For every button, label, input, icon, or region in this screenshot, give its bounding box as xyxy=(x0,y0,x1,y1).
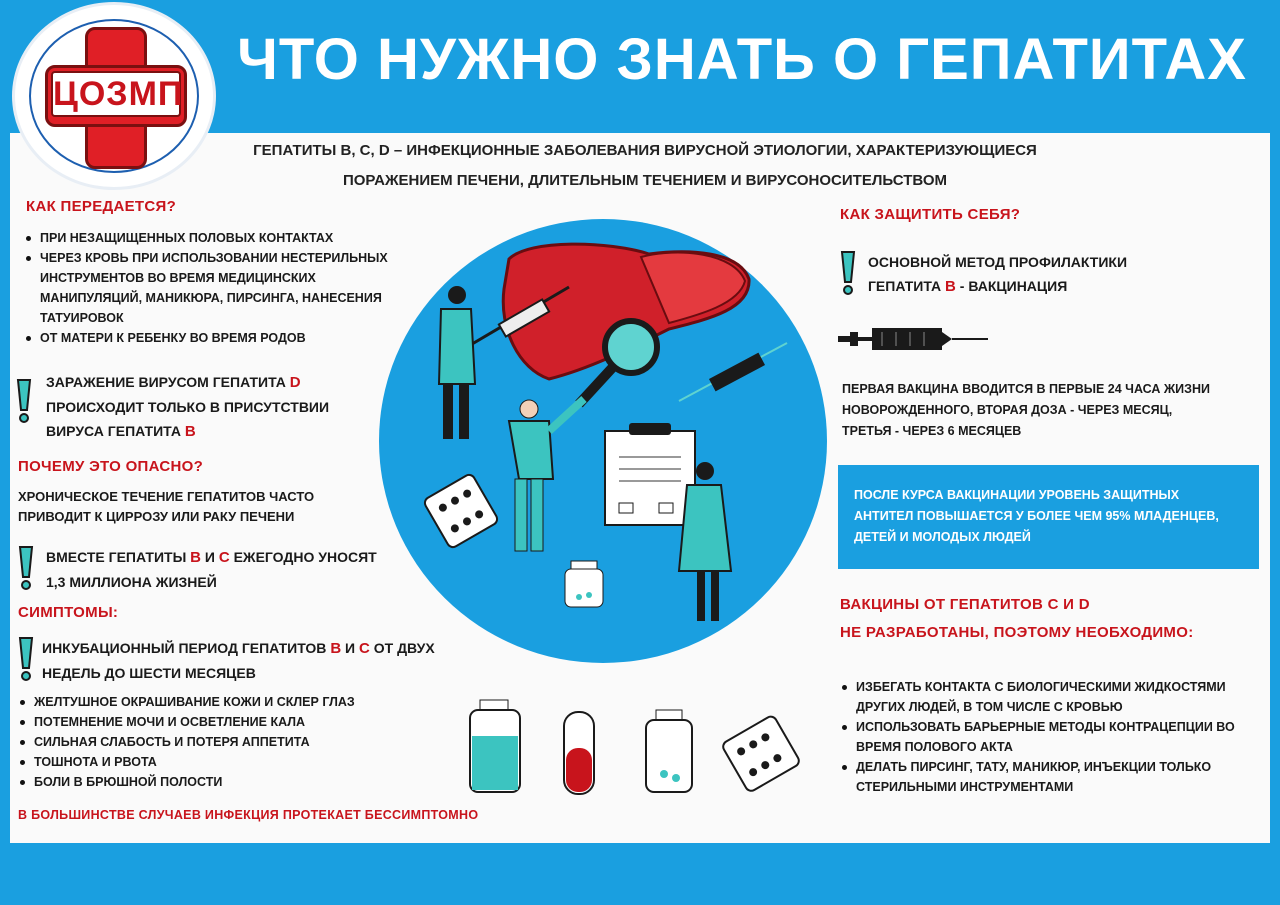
symptoms-heading: СИМПТОМЫ: xyxy=(18,604,119,621)
note-letter: В xyxy=(945,278,956,295)
intro xyxy=(180,136,1110,196)
note-text: И xyxy=(204,549,215,565)
pills-icon xyxy=(423,473,499,549)
danger-line: ПРИВОДИТ К ЦИРРОЗУ ИЛИ РАКУ ПЕЧЕНИ xyxy=(18,509,295,524)
list-item: ЖЕЛТУШНОЕ ОКРАШИВАНИЕ КОЖИ И СКЛЕР ГЛАЗ xyxy=(18,692,418,712)
note-text: - ВАКЦИНАЦИЯ xyxy=(959,278,1068,294)
danger-line: ХРОНИЧЕСКОЕ ТЕЧЕНИЕ ГЕПАТИТОВ ЧАСТО xyxy=(18,489,315,504)
transmission-list xyxy=(24,228,414,348)
doctor-figure xyxy=(509,399,584,551)
doctor-figure xyxy=(439,286,475,439)
note-text: ПРОИСХОДИТ ТОЛЬКО В ПРИСУТСТВИИ xyxy=(46,399,330,415)
schedule-line: ТРЕТЬЯ - ЧЕРЕЗ 6 МЕСЯЦЕВ xyxy=(842,424,1022,438)
transmission-note xyxy=(46,370,376,444)
list-item: ПОТЕМНЕНИЕ МОЧИ И ОСВЕТЛЕНИЕ КАЛА xyxy=(18,712,418,732)
box-line: АНТИТЕЛ ПОВЫШАЕТСЯ У БОЛЕЕ ЧЕМ 95% МЛАДЕНЦЕВ, xyxy=(854,509,1219,523)
list-item: ПРИ НЕЗАЩИЩЕННЫХ ПОЛОВЫХ КОНТАКТАХ xyxy=(24,228,414,248)
note-letter: В xyxy=(184,423,196,440)
schedule-line: ПЕРВАЯ ВАКЦИНА ВВОДИТСЯ В ПЕРВЫЕ 24 ЧАСА ЖИЗНИ xyxy=(842,382,1211,396)
jar-icon xyxy=(565,561,603,607)
vaccination-effect-box xyxy=(838,465,1259,569)
note-text: НЕДЕЛЬ ДО ШЕСТИ МЕСЯЦЕВ xyxy=(42,665,256,681)
exclamation-icon xyxy=(18,545,34,591)
note-text: ЕЖЕГОДНО УНОСЯТ xyxy=(233,549,377,565)
exclamation-icon xyxy=(16,378,32,424)
box-line: ДЕТЕЙ И МОЛОДЫХ ЛЮДЕЙ xyxy=(854,530,1031,544)
jar-icon xyxy=(646,710,692,792)
exclamation-icon xyxy=(18,636,34,682)
intro-line: ПОРАЖЕНИЕМ ПЕЧЕНИ, ДЛИТЕЛЬНЫМ ТЕЧЕНИЕМ И ВИРУСОНОСИТЕЛЬСТВОМ xyxy=(342,172,947,189)
note-text: ЗАРАЖЕНИЕ ВИРУСОМ ГЕПАТИТА xyxy=(46,374,286,390)
prevention-list xyxy=(840,677,1260,797)
vaccine-schedule xyxy=(842,379,1242,442)
test-tube-icon xyxy=(564,712,594,794)
symptoms-list xyxy=(18,692,418,792)
list-item: ИЗБЕГАТЬ КОНТАКТА С БИОЛОГИЧЕСКИМИ ЖИДКОСТЯМИ ДРУГИХ ЛЮДЕЙ, В ТОМ ЧИСЛЕ С КРОВЬЮ xyxy=(840,677,1260,717)
list-item: ЧЕРЕЗ КРОВЬ ПРИ ИСПОЛЬЗОВАНИИ НЕСТЕРИЛЬНЫХ ИНСТРУМЕНТОВ ВО ВРЕМЯ МЕДИЦИНСКИХ МАНИПУЛЯЦИЙ, МАНИКЮРА, ПИРСИНГА, НАНЕСЕНИЯ ТАТУИРОВОК xyxy=(24,248,414,328)
list-item: ТОШНОТА И РВОТА xyxy=(18,752,418,772)
syringe-icon xyxy=(838,322,988,356)
jar-icon xyxy=(470,700,520,792)
note-text: И xyxy=(345,640,356,656)
danger-heading: ПОЧЕМУ ЭТО ОПАСНО? xyxy=(18,458,204,475)
note-text: ВИРУСА ГЕПАТИТА xyxy=(46,423,181,439)
page-title: ЧТО НУЖНО ЗНАТЬ О ГЕПАТИТАХ xyxy=(237,27,1247,92)
note-text: ОСНОВНОЙ МЕТОД ПРОФИЛАКТИКИ xyxy=(868,254,1127,270)
box-line: ПОСЛЕ КУРСА ВАКЦИНАЦИИ УРОВЕНЬ ЗАЩИТНЫХ xyxy=(854,488,1180,502)
note-text: ОТ ДВУХ xyxy=(373,640,435,656)
no-vaccine-heading: ВАКЦИНЫ ОТ ГЕПАТИТОВ С И D xyxy=(840,596,1090,613)
note-letter: В xyxy=(330,640,342,657)
list-item: СИЛЬНАЯ СЛАБОСТЬ И ПОТЕРЯ АППЕТИТА xyxy=(18,732,418,752)
note-letter: С xyxy=(218,549,230,566)
nurse-figure xyxy=(679,462,731,621)
list-item: БОЛИ В БРЮШНОЙ ПОЛОСТИ xyxy=(18,772,418,792)
logo-text: ЦОЗМП xyxy=(51,71,181,117)
danger-note xyxy=(46,545,406,594)
list-item: ИСПОЛЬЗОВАТЬ БАРЬЕРНЫЕ МЕТОДЫ КОНТРАЦЕПЦИИ ВО ВРЕМЯ ПОЛОВОГО АКТА xyxy=(840,717,1260,757)
protection-note xyxy=(868,250,1208,299)
list-item: ОТ МАТЕРИ К РЕБЕНКУ ВО ВРЕМЯ РОДОВ xyxy=(24,328,414,348)
schedule-line: НОВОРОЖДЕННОГО, ВТОРАЯ ДОЗА - ЧЕРЕЗ МЕСЯЦ, xyxy=(842,403,1173,417)
note-letter: В xyxy=(190,549,202,566)
note-text: ИНКУБАЦИОННЫЙ ПЕРИОД ГЕПАТИТОВ xyxy=(42,640,327,656)
syringe-icon xyxy=(679,343,787,401)
transmission-heading: КАК ПЕРЕДАЕТСЯ? xyxy=(26,198,177,215)
medical-items xyxy=(460,692,800,802)
list-item: ДЕЛАТЬ ПИРСИНГ, ТАТУ, МАНИКЮР, ИНЪЕКЦИИ ТОЛЬКО СТЕРИЛЬНЫМИ ИНСТРУМЕНТАМИ xyxy=(840,757,1260,797)
danger-text xyxy=(18,487,358,527)
clipboard-icon xyxy=(605,423,695,525)
note-letter: D xyxy=(289,374,301,391)
note-text: 1,3 МИЛЛИОНА ЖИЗНЕЙ xyxy=(46,574,217,590)
note-text: ВМЕСТЕ ГЕПАТИТЫ xyxy=(46,549,187,565)
intro-line: ГЕПАТИТЫ В, С, D – ИНФЕКЦИОННЫЕ ЗАБОЛЕВАНИЯ ВИРУСНОЙ ЭТИОЛОГИИ, ХАРАКТЕРИЗУЮЩИЕСЯ xyxy=(253,142,1037,159)
hepatitis-illustration xyxy=(379,219,827,663)
note-letter: С xyxy=(359,640,370,657)
pills-icon xyxy=(721,714,800,792)
symptoms-footer: В БОЛЬШИНСТВЕ СЛУЧАЕВ ИНФЕКЦИЯ ПРОТЕКАЕТ БЕССИМПТОМНО xyxy=(18,808,479,822)
exclamation-icon xyxy=(840,250,856,296)
no-vaccine-subheading: НЕ РАЗРАБОТАНЫ, ПОЭТОМУ НЕОБХОДИМО: xyxy=(840,624,1194,641)
note-text: ГЕПАТИТА xyxy=(868,278,942,294)
protection-heading: КАК ЗАЩИТИТЬ СЕБЯ? xyxy=(840,206,1021,223)
